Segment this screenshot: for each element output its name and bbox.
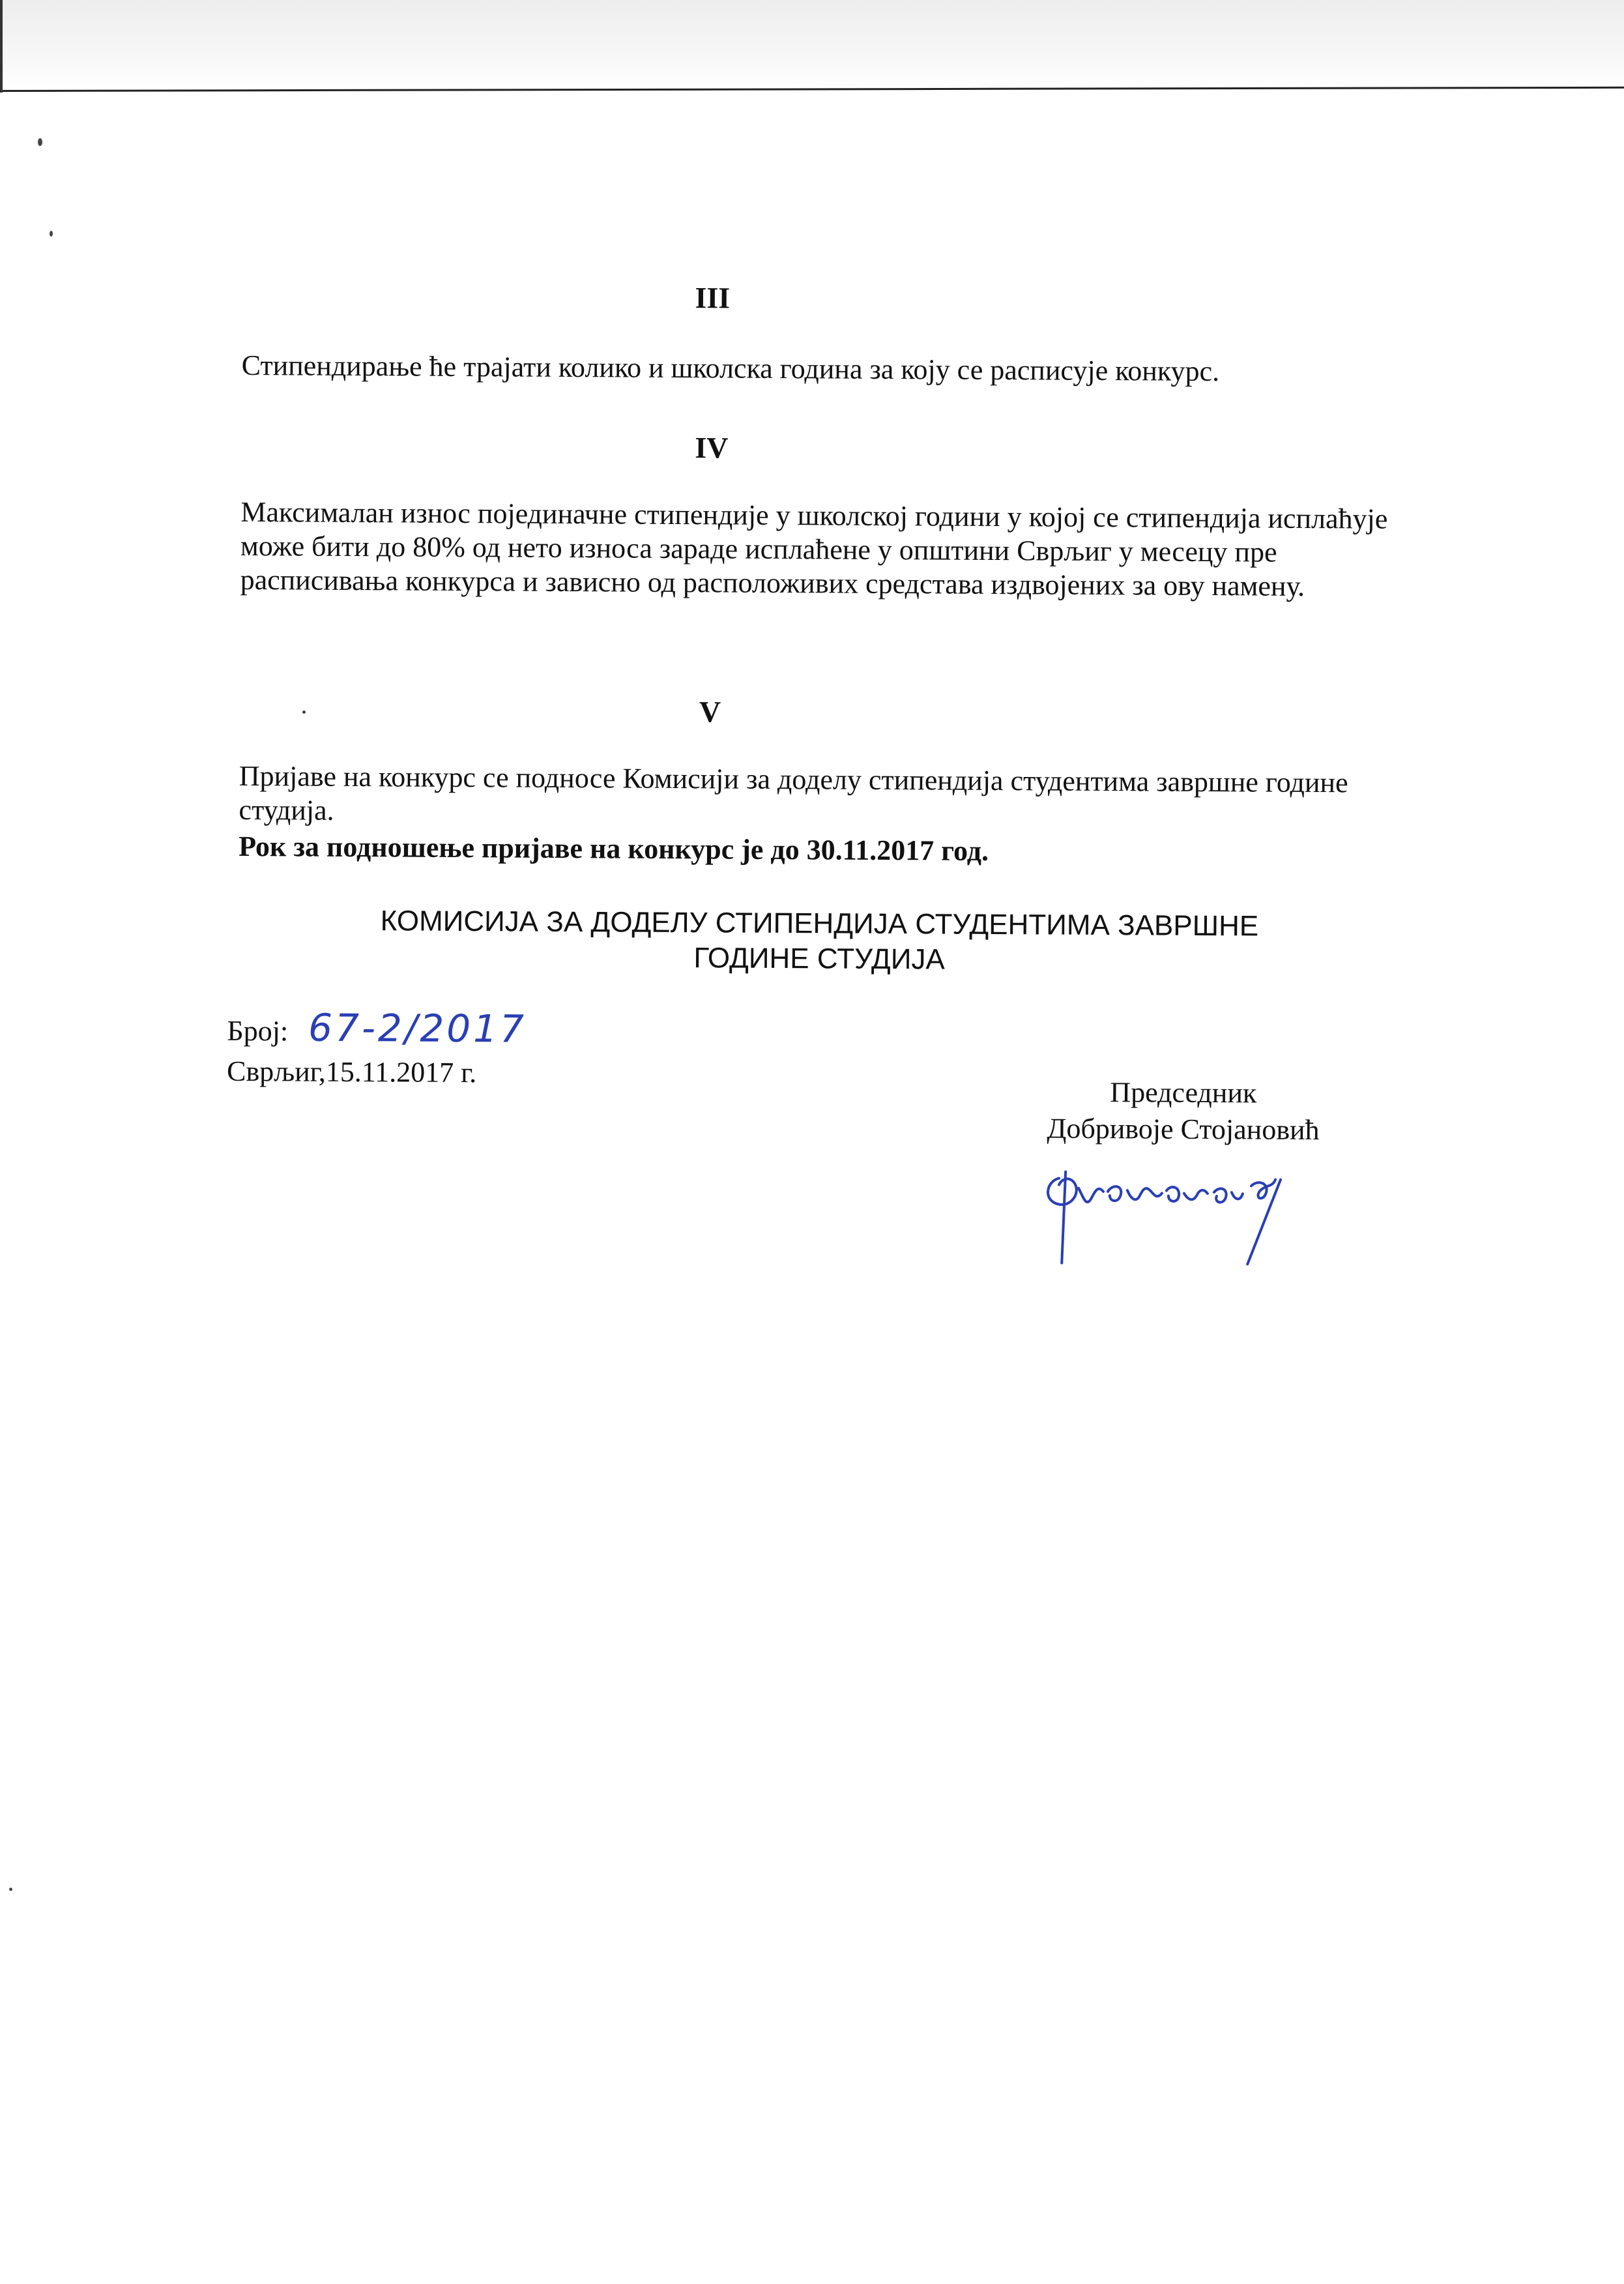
handwritten-signature [1032,1152,1320,1271]
deadline-notice: Рок за подношење пријаве на конкурс је до 30.11.2017 год. [239,830,989,867]
section-heading-iv: IV [695,431,729,465]
commission-title-line2: ГОДИНЕ СТУДИЈА [693,942,945,976]
reference-value-handwritten: 67-2/2017 [308,1005,527,1051]
reference-number [227,1005,527,1051]
signatory-block [1013,1074,1353,1149]
scan-left-edge [0,0,3,93]
section-text-v: Пријаве на конкурс се подносе Комисији за доделу стипендија студентима завршне године студија. [239,759,1348,827]
commission-title-line1: КОМИСИЈА ЗА ДОДЕЛУ СТИПЕНДИЈА СТУДЕНТИМА ЗАВРШНЕ [380,905,1259,943]
section-heading-v: V [699,695,721,729]
signatory-title: Председник [1110,1076,1257,1109]
section-text-iii: Стипендирање ће трајати колико и школска година за коју се расписује конкурс. [241,349,1220,388]
section-heading-iii: III [695,281,731,315]
place-and-date: Сврљиг,15.11.2017 г. [226,1055,477,1089]
reference-label: Број: [227,1014,289,1047]
signatory-name: Добривоје Стојановић [1047,1112,1320,1147]
commission-title [233,903,1406,980]
section-text-iv: Максималан износ појединачне стипендије у школској години у којој се стипендија исплаћује може бити до 80% од нето износа зараде исплаћене у општини Сврљиг у месецу пре расписивања конкурса и зависно од расположивих средстава издвојених за ову намену. [240,495,1388,602]
